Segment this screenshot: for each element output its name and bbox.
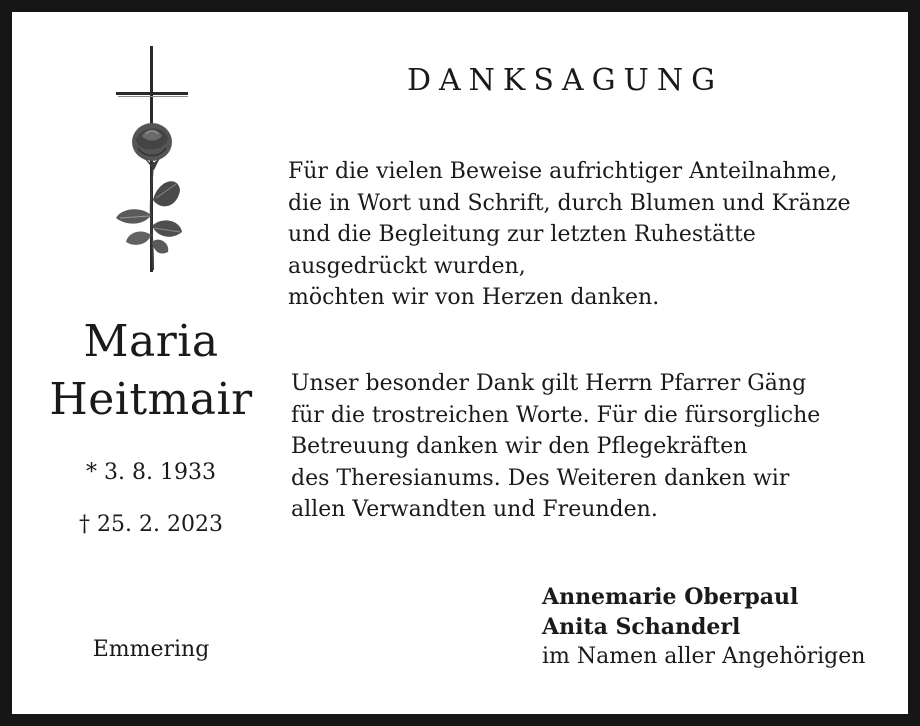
deceased-last-name: Heitmair <box>49 374 253 425</box>
paragraph-line: für die trostreichen Worte. Für die fürsorgliche <box>291 402 821 428</box>
paragraph-line: die in Wort und Schrift, durch Blumen und Kränze <box>288 190 851 216</box>
paragraph-line: und die Begleitung zur letzten Ruhestätte <box>288 222 756 247</box>
paragraph-line: ausgedrückt wurden, <box>288 253 526 279</box>
cross-with-rose-icon <box>96 30 208 280</box>
page-title: DANKSAGUNG <box>406 63 724 98</box>
place-name: Emmering <box>92 637 210 662</box>
signatory-note: im Namen aller Angehörigen <box>542 644 866 669</box>
death-date: † 25. 2. 2023 <box>79 512 223 537</box>
signatory-name: Annemarie Oberpaul <box>542 584 799 610</box>
paragraph-line: allen Verwandten und Freunden. <box>291 497 658 522</box>
special-thanks-paragraph <box>291 368 820 526</box>
paragraph-line: Unser besonder Dank gilt Herrn Pfarrer Gäng <box>291 371 807 396</box>
thanks-paragraph <box>288 156 850 314</box>
deceased-first-name: Maria <box>83 316 219 367</box>
birth-date: * 3. 8. 1933 <box>86 460 216 485</box>
paragraph-line: möchten wir von Herzen danken. <box>288 285 660 310</box>
paragraph-line: Betreuung danken wir den Pflegekräften <box>291 434 748 459</box>
paragraph-line: des Theresianums. Des Weiteren danken wir <box>291 465 790 491</box>
signatory-name: Anita Schanderl <box>542 614 741 640</box>
paragraph-line: Für die vielen Beweise aufrichtiger Anteilnahme, <box>288 159 838 184</box>
